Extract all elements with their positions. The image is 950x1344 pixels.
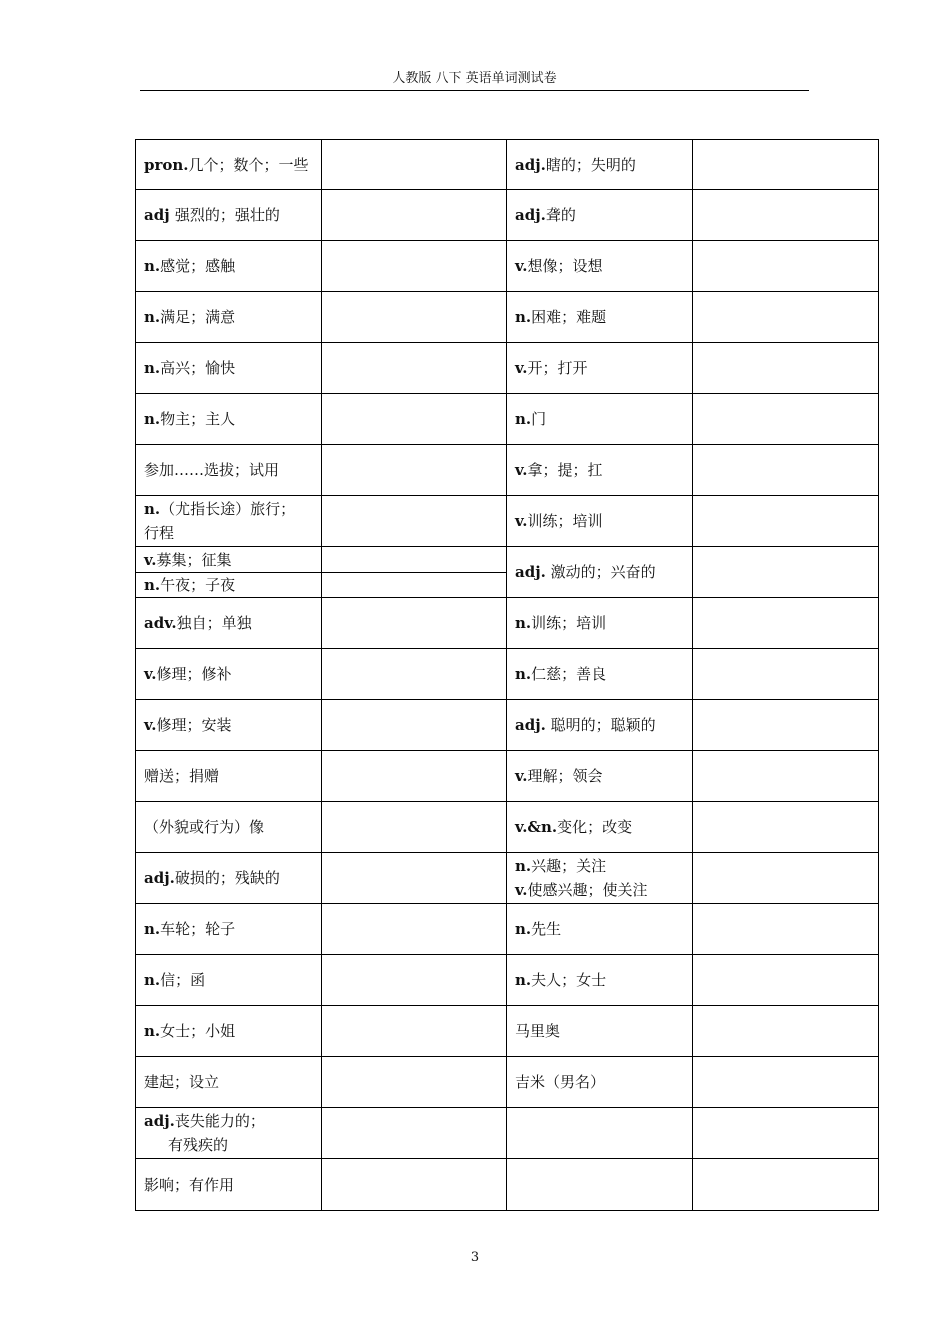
meaning-text: 夫人；女士 bbox=[531, 971, 607, 989]
meaning-text: 困难；难题 bbox=[531, 308, 607, 326]
table-row bbox=[136, 292, 879, 343]
chinese-term-cell bbox=[507, 394, 693, 445]
meaning-text: 满足；满意 bbox=[160, 308, 236, 326]
part-of-speech: n. bbox=[515, 614, 532, 632]
chinese-term-cell bbox=[136, 751, 322, 802]
chinese-term-cell bbox=[136, 649, 322, 700]
answer-blank[interactable] bbox=[693, 649, 879, 700]
chinese-term-cell bbox=[136, 292, 322, 343]
chinese-term-cell bbox=[507, 190, 693, 241]
meaning-text: 先生 bbox=[531, 920, 562, 938]
table-row bbox=[136, 649, 879, 700]
table-row bbox=[136, 190, 879, 241]
part-of-speech: v.&n. bbox=[515, 818, 558, 836]
chinese-term-cell bbox=[136, 547, 322, 573]
part-of-speech: adv. bbox=[144, 614, 177, 632]
meaning-text: 感觉；感触 bbox=[160, 257, 236, 275]
part-of-speech: adj bbox=[144, 206, 175, 224]
part-of-speech: adj. bbox=[144, 869, 175, 887]
meaning-text: 想像；设想 bbox=[527, 257, 603, 275]
part-of-speech: v. bbox=[515, 359, 528, 377]
page-header: 人教版 八下 英语单词测试卷 bbox=[140, 70, 809, 91]
table-row bbox=[136, 751, 879, 802]
table-row bbox=[136, 394, 879, 445]
part-of-speech: n. bbox=[144, 971, 161, 989]
meaning-text: 仁慈；善良 bbox=[531, 665, 607, 683]
chinese-term-cell bbox=[507, 547, 693, 598]
chinese-term-cell bbox=[507, 955, 693, 1006]
answer-blank[interactable] bbox=[322, 1108, 507, 1159]
chinese-term-cell bbox=[136, 853, 322, 904]
answer-blank[interactable] bbox=[693, 547, 879, 598]
answer-blank[interactable] bbox=[693, 853, 879, 904]
meaning-text: 信；函 bbox=[160, 971, 206, 989]
chinese-term-cell bbox=[507, 1108, 693, 1159]
answer-blank[interactable] bbox=[322, 904, 507, 955]
part-of-speech: n. bbox=[515, 308, 532, 326]
chinese-term-cell bbox=[136, 573, 322, 598]
answer-blank[interactable] bbox=[693, 700, 879, 751]
meaning-text-line2: 有残疾的 bbox=[168, 1136, 229, 1154]
table-row bbox=[136, 853, 879, 904]
answer-blank[interactable] bbox=[322, 598, 507, 649]
answer-blank[interactable] bbox=[322, 1159, 507, 1211]
chinese-term-cell bbox=[507, 140, 693, 190]
chinese-term-cell bbox=[507, 445, 693, 496]
chinese-term-cell bbox=[136, 190, 322, 241]
answer-blank[interactable] bbox=[322, 649, 507, 700]
meaning-text: 参加……选拔；试用 bbox=[144, 461, 280, 479]
meaning-text: 拿；提；扛 bbox=[527, 461, 603, 479]
answer-blank[interactable] bbox=[322, 751, 507, 802]
table-row bbox=[136, 904, 879, 955]
chinese-term-cell bbox=[136, 904, 322, 955]
part-of-speech: adj. bbox=[515, 563, 546, 581]
answer-blank[interactable] bbox=[322, 700, 507, 751]
meaning-text: 强烈的；强壮的 bbox=[174, 206, 280, 224]
table-row bbox=[136, 700, 879, 751]
answer-blank[interactable] bbox=[322, 547, 507, 573]
meaning-text: 门 bbox=[531, 410, 547, 428]
answer-blank[interactable] bbox=[693, 1057, 879, 1108]
part-of-speech: n. bbox=[144, 500, 161, 518]
chinese-term-cell bbox=[507, 802, 693, 853]
part-of-speech: v. bbox=[144, 716, 157, 734]
meaning-text: 赠送；捐赠 bbox=[144, 767, 220, 785]
answer-blank[interactable] bbox=[693, 751, 879, 802]
chinese-term-cell bbox=[136, 343, 322, 394]
chinese-term-cell bbox=[507, 700, 693, 751]
table-row bbox=[136, 955, 879, 1006]
table-row bbox=[136, 1006, 879, 1057]
meaning-text: 募集；征集 bbox=[156, 550, 232, 569]
meaning-text: 聋的 bbox=[545, 206, 576, 224]
answer-blank[interactable] bbox=[693, 445, 879, 496]
chinese-term-cell bbox=[136, 1057, 322, 1108]
meaning-text: 兴趣；关注 bbox=[531, 857, 607, 875]
answer-blank[interactable] bbox=[693, 955, 879, 1006]
part-of-speech: adj. bbox=[515, 716, 546, 734]
page-number: 3 bbox=[470, 1250, 480, 1265]
meaning-text: 激动的；兴奋的 bbox=[545, 563, 656, 581]
chinese-term-cell bbox=[136, 598, 322, 649]
meaning-text: 吉米（男名） bbox=[515, 1073, 606, 1091]
chinese-term-cell bbox=[136, 496, 322, 547]
table-row bbox=[136, 1108, 879, 1159]
chinese-term-cell bbox=[507, 496, 693, 547]
meaning-text: 瞎的；失明的 bbox=[545, 155, 636, 174]
chinese-term-cell bbox=[136, 445, 322, 496]
part-of-speech: v. bbox=[515, 512, 528, 530]
answer-blank[interactable] bbox=[322, 496, 507, 547]
meaning-text: 修理；安装 bbox=[156, 716, 232, 734]
meaning-text: 午夜；子夜 bbox=[160, 576, 236, 594]
meaning-text: （尤指长途）旅行； bbox=[160, 500, 296, 518]
chinese-term-cell bbox=[507, 1006, 693, 1057]
answer-blank[interactable] bbox=[693, 343, 879, 394]
part-of-speech: n. bbox=[515, 971, 532, 989]
meaning-text: 高兴；愉快 bbox=[160, 359, 236, 377]
answer-blank[interactable] bbox=[322, 445, 507, 496]
table-row bbox=[136, 241, 879, 292]
answer-blank[interactable] bbox=[322, 292, 507, 343]
vocabulary-table bbox=[135, 139, 879, 1211]
meaning-text: 马里奥 bbox=[515, 1022, 561, 1040]
meaning-text: 女士；小姐 bbox=[160, 1022, 236, 1040]
part-of-speech: pron. bbox=[144, 155, 189, 174]
part-of-speech: n. bbox=[144, 1022, 161, 1040]
part-of-speech: v. bbox=[515, 461, 528, 479]
table-row bbox=[136, 140, 879, 190]
answer-blank[interactable] bbox=[322, 573, 507, 598]
meaning-text: 物主；主人 bbox=[160, 410, 236, 428]
table-row bbox=[136, 496, 879, 547]
part-of-speech: adj. bbox=[515, 206, 546, 224]
meaning-text: 理解；领会 bbox=[527, 767, 603, 785]
meaning-text-line2: 使感兴趣；使关注 bbox=[527, 881, 648, 899]
answer-blank[interactable] bbox=[693, 1006, 879, 1057]
meaning-text-line2: 行程 bbox=[144, 524, 175, 542]
part-of-speech: n. bbox=[144, 308, 161, 326]
part-of-speech: n. bbox=[515, 665, 532, 683]
answer-blank[interactable] bbox=[693, 802, 879, 853]
meaning-text: （外貌或行为）像 bbox=[144, 818, 265, 836]
answer-blank[interactable] bbox=[322, 1006, 507, 1057]
chinese-term-cell bbox=[136, 700, 322, 751]
chinese-term-cell bbox=[507, 853, 693, 904]
meaning-text: 聪明的；聪颖的 bbox=[545, 716, 656, 734]
chinese-term-cell bbox=[507, 751, 693, 802]
table-row bbox=[136, 1159, 879, 1211]
chinese-term-cell bbox=[136, 1108, 322, 1159]
answer-blank[interactable] bbox=[693, 598, 879, 649]
part-of-speech: v. bbox=[144, 665, 157, 683]
chinese-term-cell bbox=[136, 955, 322, 1006]
meaning-text: 影响；有作用 bbox=[144, 1175, 235, 1194]
chinese-term-cell bbox=[507, 598, 693, 649]
answer-blank[interactable] bbox=[322, 343, 507, 394]
part-of-speech: v. bbox=[144, 550, 157, 569]
part-of-speech: n. bbox=[515, 857, 532, 875]
part-of-speech: v. bbox=[515, 767, 528, 785]
chinese-term-cell bbox=[507, 1159, 693, 1211]
part-of-speech: v. bbox=[515, 881, 528, 899]
meaning-text: 开；打开 bbox=[527, 359, 588, 377]
answer-blank[interactable] bbox=[322, 241, 507, 292]
part-of-speech: adj. bbox=[515, 155, 546, 174]
part-of-speech: v. bbox=[515, 257, 528, 275]
table-row bbox=[136, 343, 879, 394]
answer-blank[interactable] bbox=[693, 140, 879, 190]
part-of-speech: n. bbox=[144, 576, 161, 594]
table-row bbox=[136, 445, 879, 496]
answer-blank[interactable] bbox=[693, 241, 879, 292]
meaning-text: 破损的；残缺的 bbox=[174, 869, 280, 887]
meaning-text: 丧失能力的； bbox=[174, 1112, 265, 1130]
answer-blank[interactable] bbox=[322, 140, 507, 190]
answer-blank[interactable] bbox=[322, 1057, 507, 1108]
meaning-text: 训练；培训 bbox=[531, 614, 607, 632]
chinese-term-cell bbox=[136, 140, 322, 190]
table-row bbox=[136, 598, 879, 649]
table-row bbox=[136, 1057, 879, 1108]
answer-blank[interactable] bbox=[693, 1108, 879, 1159]
chinese-term-cell bbox=[507, 1057, 693, 1108]
chinese-term-cell bbox=[507, 904, 693, 955]
answer-blank[interactable] bbox=[693, 292, 879, 343]
meaning-text: 独自；单独 bbox=[176, 614, 252, 632]
answer-blank[interactable] bbox=[322, 955, 507, 1006]
chinese-term-cell bbox=[507, 649, 693, 700]
chinese-term-cell bbox=[136, 1159, 322, 1211]
answer-blank[interactable] bbox=[693, 904, 879, 955]
chinese-term-cell bbox=[136, 241, 322, 292]
answer-blank[interactable] bbox=[693, 1159, 879, 1211]
answer-blank[interactable] bbox=[322, 394, 507, 445]
part-of-speech: n. bbox=[515, 920, 532, 938]
chinese-term-cell bbox=[136, 802, 322, 853]
part-of-speech: n. bbox=[144, 359, 161, 377]
answer-blank[interactable] bbox=[322, 802, 507, 853]
chinese-term-cell bbox=[136, 1006, 322, 1057]
answer-blank[interactable] bbox=[322, 853, 507, 904]
chinese-term-cell bbox=[507, 241, 693, 292]
answer-blank[interactable] bbox=[693, 496, 879, 547]
part-of-speech: n. bbox=[144, 920, 161, 938]
meaning-text: 变化；改变 bbox=[557, 818, 633, 836]
chinese-term-cell bbox=[507, 343, 693, 394]
meaning-text: 建起；设立 bbox=[144, 1073, 220, 1091]
table-row bbox=[136, 802, 879, 853]
meaning-text: 训练；培训 bbox=[527, 512, 603, 530]
answer-blank[interactable] bbox=[322, 190, 507, 241]
table-row bbox=[136, 547, 879, 573]
meaning-text: 修理；修补 bbox=[156, 665, 232, 683]
part-of-speech: n. bbox=[144, 410, 161, 428]
answer-blank[interactable] bbox=[693, 190, 879, 241]
meaning-text: 几个；数个；一些 bbox=[188, 155, 309, 174]
part-of-speech: n. bbox=[144, 257, 161, 275]
chinese-term-cell bbox=[136, 394, 322, 445]
part-of-speech: adj. bbox=[144, 1112, 175, 1130]
part-of-speech: n. bbox=[515, 410, 532, 428]
answer-blank[interactable] bbox=[693, 394, 879, 445]
meaning-text: 车轮；轮子 bbox=[160, 920, 236, 938]
chinese-term-cell bbox=[507, 292, 693, 343]
